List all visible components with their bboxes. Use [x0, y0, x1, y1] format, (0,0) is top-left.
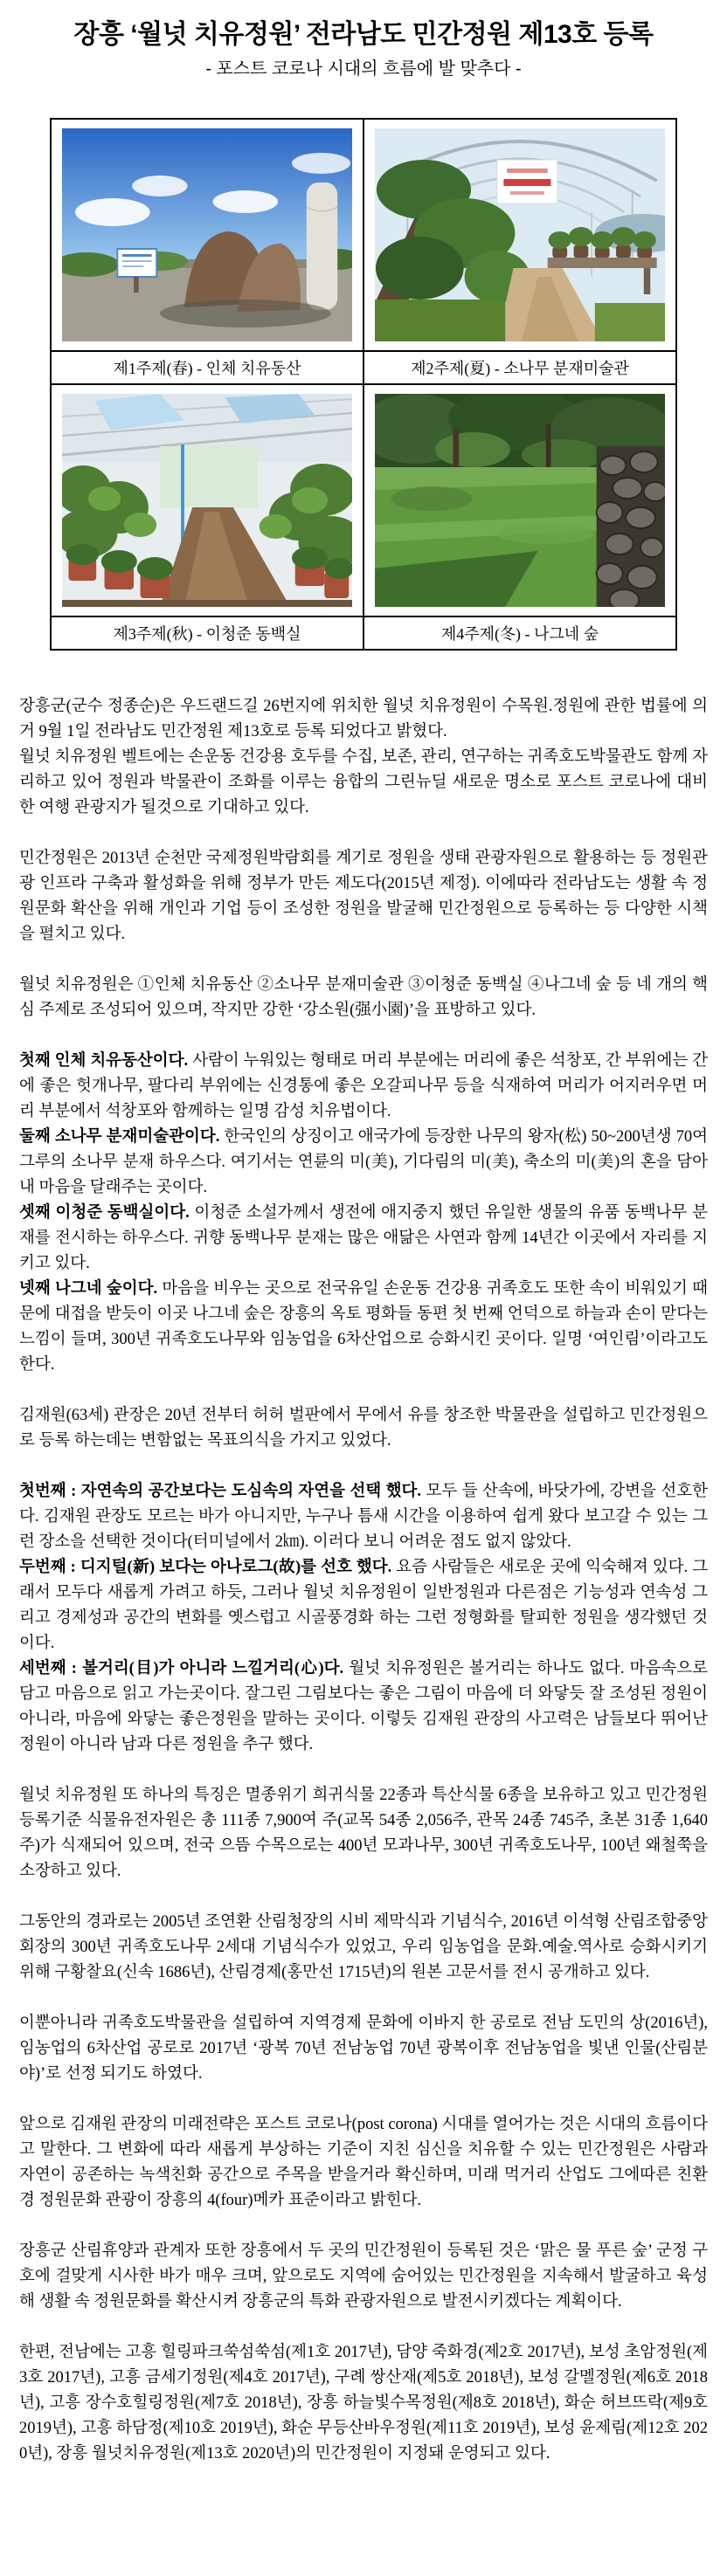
- paragraph-lead-bold: 세번째 : 볼거리(目)가 아니라 느낄거리(心)다.: [19, 1660, 344, 1677]
- winter-wanderer-forest-photo: [375, 394, 665, 607]
- paragraph-lead-bold: 넷째 나그네 숲이다.: [19, 1280, 158, 1298]
- photo-caption-autumn: 제3주제(秋) - 이청준 동백실: [51, 616, 364, 650]
- paragraph-block: [19, 973, 708, 1023]
- photo-cell-spring: [51, 119, 364, 351]
- paragraph-block: [19, 2112, 708, 2214]
- paragraph: 첫째 인체 치유동산이다. 사람이 누워있는 형태로 머리 부분에는 머리에 좋은 석창포, 간 부위에는 간에 좋은 헛개나무, 팔다리 부위에는 신경통에 좋은 오갈피나무 등을 식재하여 머리가 어지러우면 머리 부분에서 석창포와 함께하는 일명 감성 치유법이다.: [19, 1052, 708, 1120]
- paragraph-block: [19, 2011, 708, 2087]
- photo-cell-autumn: [51, 384, 364, 616]
- paragraph: 장흥군(군수 정종순)은 우드랜드길 26번지에 위치한 월넛 치유정원이 수목원.정원에 관한 법률에 의거 9월 1일 전라남도 민간정원 제13호로 등록 되었다고 밝혔다.: [19, 698, 708, 740]
- photo-row-1: [51, 119, 676, 351]
- paragraph: 김재원(63세) 관장은 20년 전부터 허허 벌판에서 무에서 유를 창조한 박물관을 설립하고 민간정원으로 등록 하는데는 변함없는 목표의식을 가지고 있었다.: [19, 1407, 708, 1450]
- page-title: 장흥 ‘월넛 치유정원’ 전라남도 민간정원 제13호 등록: [73, 20, 654, 49]
- photo-cell-summer: [364, 119, 676, 351]
- paragraph: 월넛 치유정원 벨트에는 손운동 건강용 호두를 수집, 보존, 관리, 연구하는 귀족호도박물관도 함께 자리하고 있어 정원과 박물관이 조화를 이루는 융합의 그린뉴딜 새로운 명소로 포스트 코로나에 대비한 여행 관광지가 될것으로 기대하고 있다.: [19, 748, 708, 816]
- paragraph: 셋째 이청준 동백실이다. 이청준 소설가께서 생전에 애지중지 했던 유일한 생물의 유품 동백나무 분재를 전시하는 하우스다. 귀향 동백나무 분재는 많은 애닮은 사연과 함께 14년간 이곳에서 자리를 지키고 있다.: [19, 1204, 708, 1272]
- paragraph-block: [19, 1783, 708, 1884]
- caption-row-1: [51, 351, 676, 384]
- paragraph: 그동안의 경과로는 2005년 조연환 산림청장의 시비 제막식과 기념식수, 2016년 이석형 산림조합중앙회장의 300년 귀족호도나무 2세대 기념식수가 있었고, 우리 임농업을 문화.예술.역사로 승화시키기 위해 구황찰요(신속 1686년), 산림경제(홍만선 1715년)의 원본 고문서를 전시 공개하고 있다.: [19, 1913, 708, 1981]
- paragraph-block: [19, 1403, 708, 1454]
- photo-cell-winter: [364, 384, 676, 616]
- paragraph: 월넛 치유정원 또 하나의 특징은 멸종위기 희귀식물 22종과 특산식물 6종을 보유하고 있고 민간정원 등록기준 식물유전자원은 총 111종 7,900여 주(교목 54종 2,056주, 관목 24종 745주, 초본 31종 1,640주)가 식재되어 있으며, 전국 으뜸 수목으로는 400년 모과나무, 300년 귀족호도나무, 100년 왜철쭉을 소장하고 있다.: [19, 1787, 708, 1880]
- paragraph-lead-bold: 첫째 인체 치유동산이다.: [19, 1052, 189, 1070]
- paragraph-block: [19, 1049, 708, 1378]
- paragraph: 첫번째 : 자연속의 공간보다는 도심속의 자연을 선택 했다. 모두 들 산속에, 바닷가에, 강변을 선호한다. 김재원 관장도 모르는 바가 아니지만, 누구나 틈새 시간을 이용하여 쉽게 왔다 보고갈 수 있는 그런 장소을 선택한 것이다(터미널에서 2㎞). 이러다 보니 어려운 점도 없지 않았다.: [19, 1483, 708, 1551]
- autumn-camellia-room-photo: [62, 394, 352, 607]
- photo-caption-winter: 제4주제(冬) - 나그네 숲: [364, 616, 676, 650]
- paragraph-block: [19, 694, 708, 821]
- photo-gallery: [50, 118, 677, 651]
- paragraph-lead-bold: 둘째 소나무 분재미술관이다.: [19, 1128, 220, 1146]
- paragraph: 세번째 : 볼거리(目)가 아니라 느낄거리(心)다. 월넛 치유정원은 볼거리는 하나도 없다. 마음속으로 담고 마음으로 읽고 가는곳이다. 잘그린 그림보다는 좋은 그림이 마음에 더 와닿듯 잘 조성된 정원이 아니라, 마음에 와닿는 좋은정원을 말하는 곳이다. 이렇듯 김재원 관장의 사고력은 남들보다 뛰어난 정원이 아니라 남과 다른 정원을 추구 했다.: [19, 1660, 708, 1753]
- summer-bonsai-museum-photo: [375, 128, 665, 341]
- paragraph-lead-bold: 두번째 : 디지털(新) 보다는 아나로그(故)를 선호 했다.: [19, 1559, 392, 1576]
- paragraph: 넷째 나그네 숲이다. 마음을 비우는 곳으로 전국유일 손운동 건강용 귀족호도 또한 속이 비워있기 때문에 대접을 받듯이 이곳 나그네 숲은 장흥의 옥토 평화들 동편 첫 번째 언덕으로 하늘과 손이 맏다는 느낌이 들며, 300년 귀족호도나무와 임농업을 6차산업으로 승화시킨 곳이다. 일명 ‘여인림’이라고도 한다.: [19, 1280, 709, 1374]
- paragraph: 민간정원은 2013년 순천만 국제정원박람회를 계기로 정원을 생태 관광자원으로 활용하는 등 정원관광 인프라 구축과 활성화을 위해 정부가 만든 제도다(2015년 제정). 이에따라 전라남도는 생활 속 정원문화 확산을 위해 개인과 기업 등이 조성한 정원을 발굴해 민간정원으로 등록하는 등 다양한 시책을 펼치고 있다.: [19, 850, 708, 943]
- paragraph-block: [19, 2340, 708, 2467]
- photo-caption-spring: 제1주제(春) - 인체 치유동산: [51, 351, 364, 384]
- paragraph-block: [19, 1479, 708, 1758]
- paragraph: 두번째 : 디지털(新) 보다는 아나로그(故)를 선호 했다. 요즘 사람들은 새로운 곳에 익숙해져 있다. 그래서 모두다 새롭게 가려고 하듯, 그러나 월넛 치유정원이 일반정원과 다른점은 기능성과 연속성 그리고 경제성과 공간의 변화를 옛스럽고 시골풍경화 하는 그런 정형화를 탈피한 정원을 생각했던 것이다.: [19, 1559, 708, 1652]
- paragraph: 한편, 전남에는 고흥 힐링파크쑥섬쑥섬(제1호 2017년), 담양 죽화경(제2호 2017년), 보성 초암정원(제3호 2017년), 고흥 금세기정원(제4호 2017년), 구례 쌍산재(제5호 2018년), 보성 갈멜정원(제6호 2018년), 고흥 장수호힐링정원(제7호 2018년), 장흥 하늘빛수목정원(제8호 2018년), 화순 허브뜨락(제9호 2019년), 고흥 하담정(제10호 2019년), 화순 무등산바우정원(제11호 2019년), 보성 윤제림(제12호 2020년), 장흥 월넛치유정원(제13호 2020년)의 민간정원이 지정돼 운영되고 있다.: [19, 2344, 708, 2462]
- paragraph: 앞으로 김재원 관장의 미래전략은 포스트 코로나(post corona) 시대를 열어가는 것은 시대의 흐름이다고 말한다. 그 변화에 따라 새롭게 부상하는 기준이 지친 심신을 치유할 수 있는 민간정원은 사람과 자연이 공존하는 녹색친화 공간으로 주목을 받을거라 확신하며, 미래 먹거리 산업도 그에따른 친환경 정원문화 관광이 장흥의 4(four)메카 표준이라고 밝힌다.: [19, 2116, 708, 2209]
- page-subtitle: - 포스트 코로나 시대의 흐름에 발 맞추다 -: [205, 59, 522, 79]
- paragraph: 둘째 소나무 분재미술관이다. 한국인의 상징이고 애국가에 등장한 나무의 왕자(松) 50~200년생 70여 그루의 소나무 분재 하우스다. 여기서는 연륜의 미(美), 기다림의 미(美), 축소의 미(美)의 혼을 담아 내 마음을 달래주는 곳이다.: [19, 1128, 708, 1196]
- paragraph-lead-bold: 첫번째 : 자연속의 공간보다는 도심속의 자연을 선택 했다.: [19, 1483, 422, 1500]
- photo-caption-summer: 제2주제(夏) - 소나무 분재미술관: [364, 351, 676, 384]
- photo-row-2: [51, 384, 676, 616]
- paragraph-lead-bold: 셋째 이청준 동백실이다.: [19, 1204, 190, 1222]
- paragraph: 장흥군 산림휴양과 관계자 또한 장흥에서 두 곳의 민간정원이 등록된 것은 ‘맑은 물 푸른 숲’ 군정 구호에 걸맞게 시사한 바가 매우 크며, 앞으로도 지역에 숨어있는 민간정원을 지속해서 발굴하고 육성해 생활 속 정원문화를 확산시켜 장흥군의 특화 관광자원으로 발전시키겠다는 계획이다.: [19, 2242, 708, 2311]
- paragraph-block: [19, 846, 708, 947]
- paragraph-block: [19, 1910, 708, 1986]
- caption-row-2: [51, 616, 676, 650]
- spring-healing-hill-photo: [62, 128, 352, 341]
- article-body: [0, 694, 727, 2527]
- paragraph-block: [19, 2239, 708, 2315]
- paragraph: 월넛 치유정원은 ①인체 치유동산 ②소나무 분재미술관 ③이청준 동백실 ④나그네 숲 등 네 개의 핵심 주제로 조성되어 있으며, 작지만 강한 ‘강소원(强小園)’을 표방하고 있다.: [19, 976, 708, 1019]
- article-page: [0, 12, 727, 2527]
- paragraph: 이뿐아니라 귀족호도박물관을 설립하여 지역경제 문화에 이바지 한 공로로 전남 도민의 상(2016년), 임농업의 6차산업 공로로 2017년 ‘광복 70년 전남농업 70년 광복이후 전남농업을 빛낸 인물(산림분야)’로 선정 되기도 하였다.: [19, 2015, 708, 2083]
